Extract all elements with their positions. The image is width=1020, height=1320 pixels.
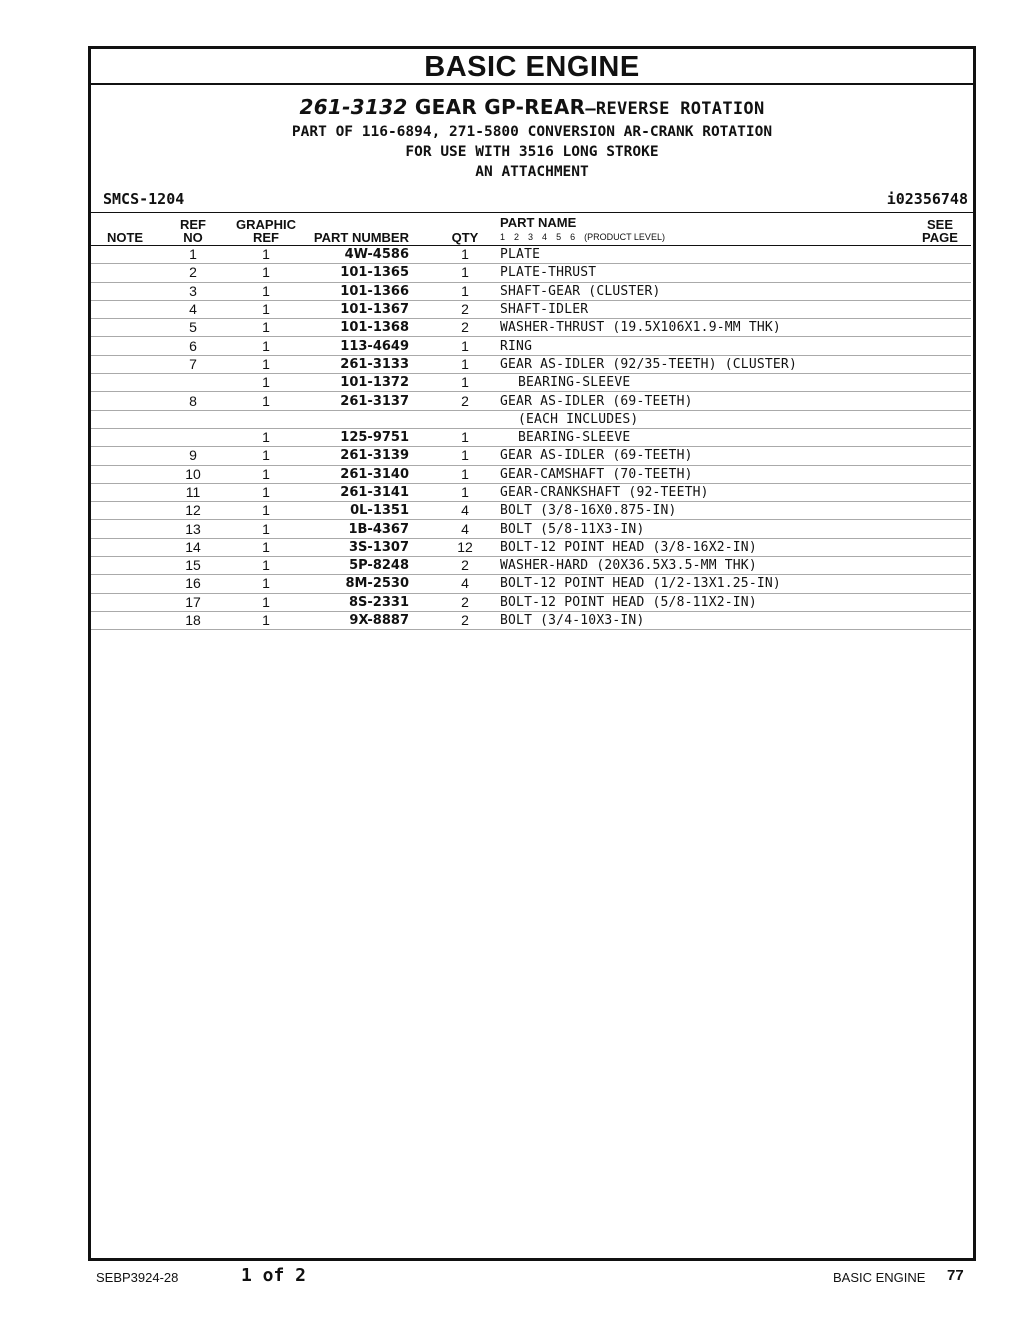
ref-no-cell: 2: [159, 264, 227, 282]
part-name-cell: BOLT-12 POINT HEAD (5/8-11X2-IN): [497, 593, 909, 611]
see-page-cell: [909, 483, 971, 501]
table-row: [91, 611, 971, 629]
table-row: [91, 428, 971, 446]
ref-no-cell: 4: [159, 300, 227, 318]
see-page-cell: [909, 246, 971, 264]
group-title: [91, 94, 973, 122]
ref-no-cell: 12: [159, 502, 227, 520]
table-row: [91, 593, 971, 611]
part-number-cell: 1B-4367: [305, 520, 433, 538]
note-cell: [91, 593, 159, 611]
graphic-ref-cell: 1: [227, 557, 305, 575]
part-name-cell: RING: [497, 337, 909, 355]
illustration-id: i02356748: [886, 190, 968, 208]
graphic-ref-cell: 1: [227, 428, 305, 446]
footer-page-number: 77: [947, 1267, 964, 1284]
part-name-cell: GEAR AS-IDLER (69-TEETH): [497, 447, 909, 465]
ref-no-cell: 10: [159, 465, 227, 483]
ref-no-cell: 13: [159, 520, 227, 538]
qty-cell: 1: [433, 246, 497, 264]
part-number-cell: 9X-8887: [305, 611, 433, 629]
note-cell: [91, 246, 159, 264]
col-note: NOTE: [91, 213, 159, 246]
note-cell: [91, 428, 159, 446]
ref-no-cell: 14: [159, 538, 227, 556]
graphic-ref-cell: 1: [227, 447, 305, 465]
col-qty: QTY: [433, 213, 497, 246]
see-page-cell: [909, 502, 971, 520]
table-row: [91, 300, 971, 318]
footer-page-of: 1 of 2: [241, 1265, 307, 1286]
part-number-cell: 261-3141: [305, 483, 433, 501]
note-cell: [91, 611, 159, 629]
qty-cell: 2: [433, 557, 497, 575]
graphic-ref-cell: 1: [227, 337, 305, 355]
qty-cell: 1: [433, 264, 497, 282]
qty-cell: 1: [433, 428, 497, 446]
graphic-ref-cell: 1: [227, 465, 305, 483]
part-name-cell: WASHER-HARD (20X36.5X3.5-MM THK): [497, 557, 909, 575]
graphic-ref-cell: 1: [227, 282, 305, 300]
ref-no-cell: [159, 410, 227, 428]
see-page-cell: [909, 282, 971, 300]
part-name-cell: GEAR-CAMSHAFT (70-TEETH): [497, 465, 909, 483]
part-name-cell: PLATE-THRUST: [497, 264, 909, 282]
col-ref-no: REF NO: [159, 213, 227, 246]
see-page-cell: [909, 428, 971, 446]
part-name-cell: PLATE: [497, 246, 909, 264]
part-name-cell: WASHER-THRUST (19.5X106X1.9-MM THK): [497, 319, 909, 337]
graphic-ref-cell: 1: [227, 246, 305, 264]
graphic-ref-cell: 1: [227, 374, 305, 392]
part-number-cell: 3S-1307: [305, 538, 433, 556]
note-cell: [91, 300, 159, 318]
col-part-name: PART NAME 1 2 3 4 5 6 (PRODUCT LEVEL): [497, 213, 909, 246]
note-cell: [91, 520, 159, 538]
group-title-main: GEAR GP-REAR: [414, 95, 586, 119]
section-banner: BASIC ENGINE: [91, 49, 973, 85]
part-name-cell: BOLT (3/4-10X3-IN): [497, 611, 909, 629]
part-number-cell: 101-1366: [305, 282, 433, 300]
ref-no-cell: 18: [159, 611, 227, 629]
table-row: [91, 355, 971, 373]
part-name-cell: BEARING-SLEEVE: [497, 428, 909, 446]
part-number-cell: 8S-2331: [305, 593, 433, 611]
ref-no-cell: [159, 428, 227, 446]
qty-cell: 4: [433, 575, 497, 593]
qty-cell: 2: [433, 319, 497, 337]
qty-cell: 2: [433, 300, 497, 318]
part-number-cell: 5P-8248: [305, 557, 433, 575]
title-block: [91, 85, 973, 182]
ref-no-cell: 11: [159, 483, 227, 501]
see-page-cell: [909, 538, 971, 556]
graphic-ref-cell: 1: [227, 502, 305, 520]
qty-cell: 4: [433, 520, 497, 538]
title-line-attachment: AN ATTACHMENT: [475, 164, 589, 180]
qty-cell: 2: [433, 611, 497, 629]
col-graphic-ref: GRAPHIC REF: [227, 213, 305, 246]
parts-table: [91, 213, 971, 630]
qty-cell: 2: [433, 392, 497, 410]
note-cell: [91, 465, 159, 483]
graphic-ref-cell: 1: [227, 319, 305, 337]
note-cell: [91, 282, 159, 300]
qty-cell: [433, 410, 497, 428]
see-page-cell: [909, 465, 971, 483]
see-page-cell: [909, 300, 971, 318]
ref-no-cell: 5: [159, 319, 227, 337]
qty-cell: 1: [433, 447, 497, 465]
graphic-ref-cell: 1: [227, 593, 305, 611]
table-row: [91, 264, 971, 282]
graphic-ref-cell: 1: [227, 264, 305, 282]
table-row: [91, 538, 971, 556]
qty-cell: 1: [433, 465, 497, 483]
qty-cell: 12: [433, 538, 497, 556]
graphic-ref-cell: 1: [227, 355, 305, 373]
see-page-cell: [909, 611, 971, 629]
part-number-cell: 101-1367: [305, 300, 433, 318]
note-cell: [91, 575, 159, 593]
part-name-cell: (EACH INCLUDES): [497, 410, 909, 428]
table-row: [91, 447, 971, 465]
table-row: [91, 410, 971, 428]
part-number-cell: 113-4649: [305, 337, 433, 355]
table-row: [91, 319, 971, 337]
qty-cell: 1: [433, 374, 497, 392]
table-row: [91, 337, 971, 355]
part-number-cell: 261-3137: [305, 392, 433, 410]
part-number-cell: 8M-2530: [305, 575, 433, 593]
ref-no-cell: 9: [159, 447, 227, 465]
ref-no-cell: 15: [159, 557, 227, 575]
group-part-number: 261-3132: [299, 95, 408, 119]
qty-cell: 4: [433, 502, 497, 520]
see-page-cell: [909, 337, 971, 355]
graphic-ref-cell: 1: [227, 392, 305, 410]
page-frame: [88, 46, 976, 1261]
smcs-code: SMCS-1204: [103, 190, 185, 208]
table-row: [91, 392, 971, 410]
part-number-cell: 101-1372: [305, 374, 433, 392]
meta-row: [91, 188, 973, 213]
page-footer: [0, 1265, 1020, 1289]
product-level-scale: 1 2 3 4 5 6 (PRODUCT LEVEL): [500, 232, 665, 242]
table-row: [91, 374, 971, 392]
part-name-cell: BOLT (3/8-16X0.875-IN): [497, 502, 909, 520]
qty-cell: 2: [433, 593, 497, 611]
col-part-number: PART NUMBER: [305, 213, 433, 246]
part-name-cell: GEAR-CRANKSHAFT (92-TEETH): [497, 483, 909, 501]
table-row: [91, 465, 971, 483]
group-title-sub: —REVERSE ROTATION: [585, 99, 765, 119]
part-name-cell: GEAR AS-IDLER (92/35-TEETH) (CLUSTER): [497, 355, 909, 373]
note-cell: [91, 538, 159, 556]
part-name-cell: BOLT (5/8-11X3-IN): [497, 520, 909, 538]
part-number-cell: 261-3133: [305, 355, 433, 373]
qty-cell: 1: [433, 337, 497, 355]
note-cell: [91, 410, 159, 428]
part-name-cell: SHAFT-IDLER: [497, 300, 909, 318]
qty-cell: 1: [433, 483, 497, 501]
see-page-cell: [909, 319, 971, 337]
graphic-ref-cell: 1: [227, 538, 305, 556]
table-header-row: [91, 213, 971, 246]
part-name-cell: BEARING-SLEEVE: [497, 374, 909, 392]
ref-no-cell: 7: [159, 355, 227, 373]
graphic-ref-cell: 1: [227, 483, 305, 501]
table-row: [91, 483, 971, 501]
qty-cell: 1: [433, 355, 497, 373]
note-cell: [91, 392, 159, 410]
note-cell: [91, 319, 159, 337]
see-page-cell: [909, 557, 971, 575]
graphic-ref-cell: 1: [227, 611, 305, 629]
note-cell: [91, 502, 159, 520]
note-cell: [91, 264, 159, 282]
note-cell: [91, 355, 159, 373]
part-number-cell: 4W-4586: [305, 246, 433, 264]
part-name-cell: BOLT-12 POINT HEAD (3/8-16X2-IN): [497, 538, 909, 556]
part-name-cell: GEAR AS-IDLER (69-TEETH): [497, 392, 909, 410]
see-page-cell: [909, 447, 971, 465]
col-see-page: SEE PAGE: [909, 213, 971, 246]
graphic-ref-cell: 1: [227, 520, 305, 538]
see-page-cell: [909, 520, 971, 538]
part-name-cell: SHAFT-GEAR (CLUSTER): [497, 282, 909, 300]
part-number-cell: 101-1368: [305, 319, 433, 337]
part-name-cell: BOLT-12 POINT HEAD (1/2-13X1.25-IN): [497, 575, 909, 593]
part-number-cell: 125-9751: [305, 428, 433, 446]
part-number-cell: [305, 410, 433, 428]
see-page-cell: [909, 575, 971, 593]
ref-no-cell: 6: [159, 337, 227, 355]
note-cell: [91, 483, 159, 501]
see-page-cell: [909, 392, 971, 410]
ref-no-cell: 3: [159, 282, 227, 300]
part-number-cell: 0L-1351: [305, 502, 433, 520]
part-number-cell: 101-1365: [305, 264, 433, 282]
see-page-cell: [909, 374, 971, 392]
ref-no-cell: 16: [159, 575, 227, 593]
ref-no-cell: [159, 374, 227, 392]
note-cell: [91, 374, 159, 392]
table-row: [91, 520, 971, 538]
ref-no-cell: 8: [159, 392, 227, 410]
see-page-cell: [909, 355, 971, 373]
table-row: [91, 502, 971, 520]
see-page-cell: [909, 264, 971, 282]
ref-no-cell: 1: [159, 246, 227, 264]
note-cell: [91, 557, 159, 575]
see-page-cell: [909, 410, 971, 428]
part-number-cell: 261-3139: [305, 447, 433, 465]
table-row: [91, 557, 971, 575]
table-row: [91, 246, 971, 264]
note-cell: [91, 337, 159, 355]
title-line-use: FOR USE WITH 3516 LONG STROKE: [405, 144, 659, 160]
table-row: [91, 575, 971, 593]
title-line-part-of: PART OF 116-6894, 271-5800 CONVERSION AR-CRANK ROTATION: [291, 124, 773, 140]
see-page-cell: [909, 593, 971, 611]
footer-section: BASIC ENGINE: [833, 1270, 926, 1285]
ref-no-cell: 17: [159, 593, 227, 611]
graphic-ref-cell: 1: [227, 575, 305, 593]
table-row: [91, 282, 971, 300]
graphic-ref-cell: [227, 410, 305, 428]
graphic-ref-cell: 1: [227, 300, 305, 318]
footer-doc-id: SEBP3924-28: [96, 1270, 179, 1285]
qty-cell: 1: [433, 282, 497, 300]
note-cell: [91, 447, 159, 465]
part-number-cell: 261-3140: [305, 465, 433, 483]
